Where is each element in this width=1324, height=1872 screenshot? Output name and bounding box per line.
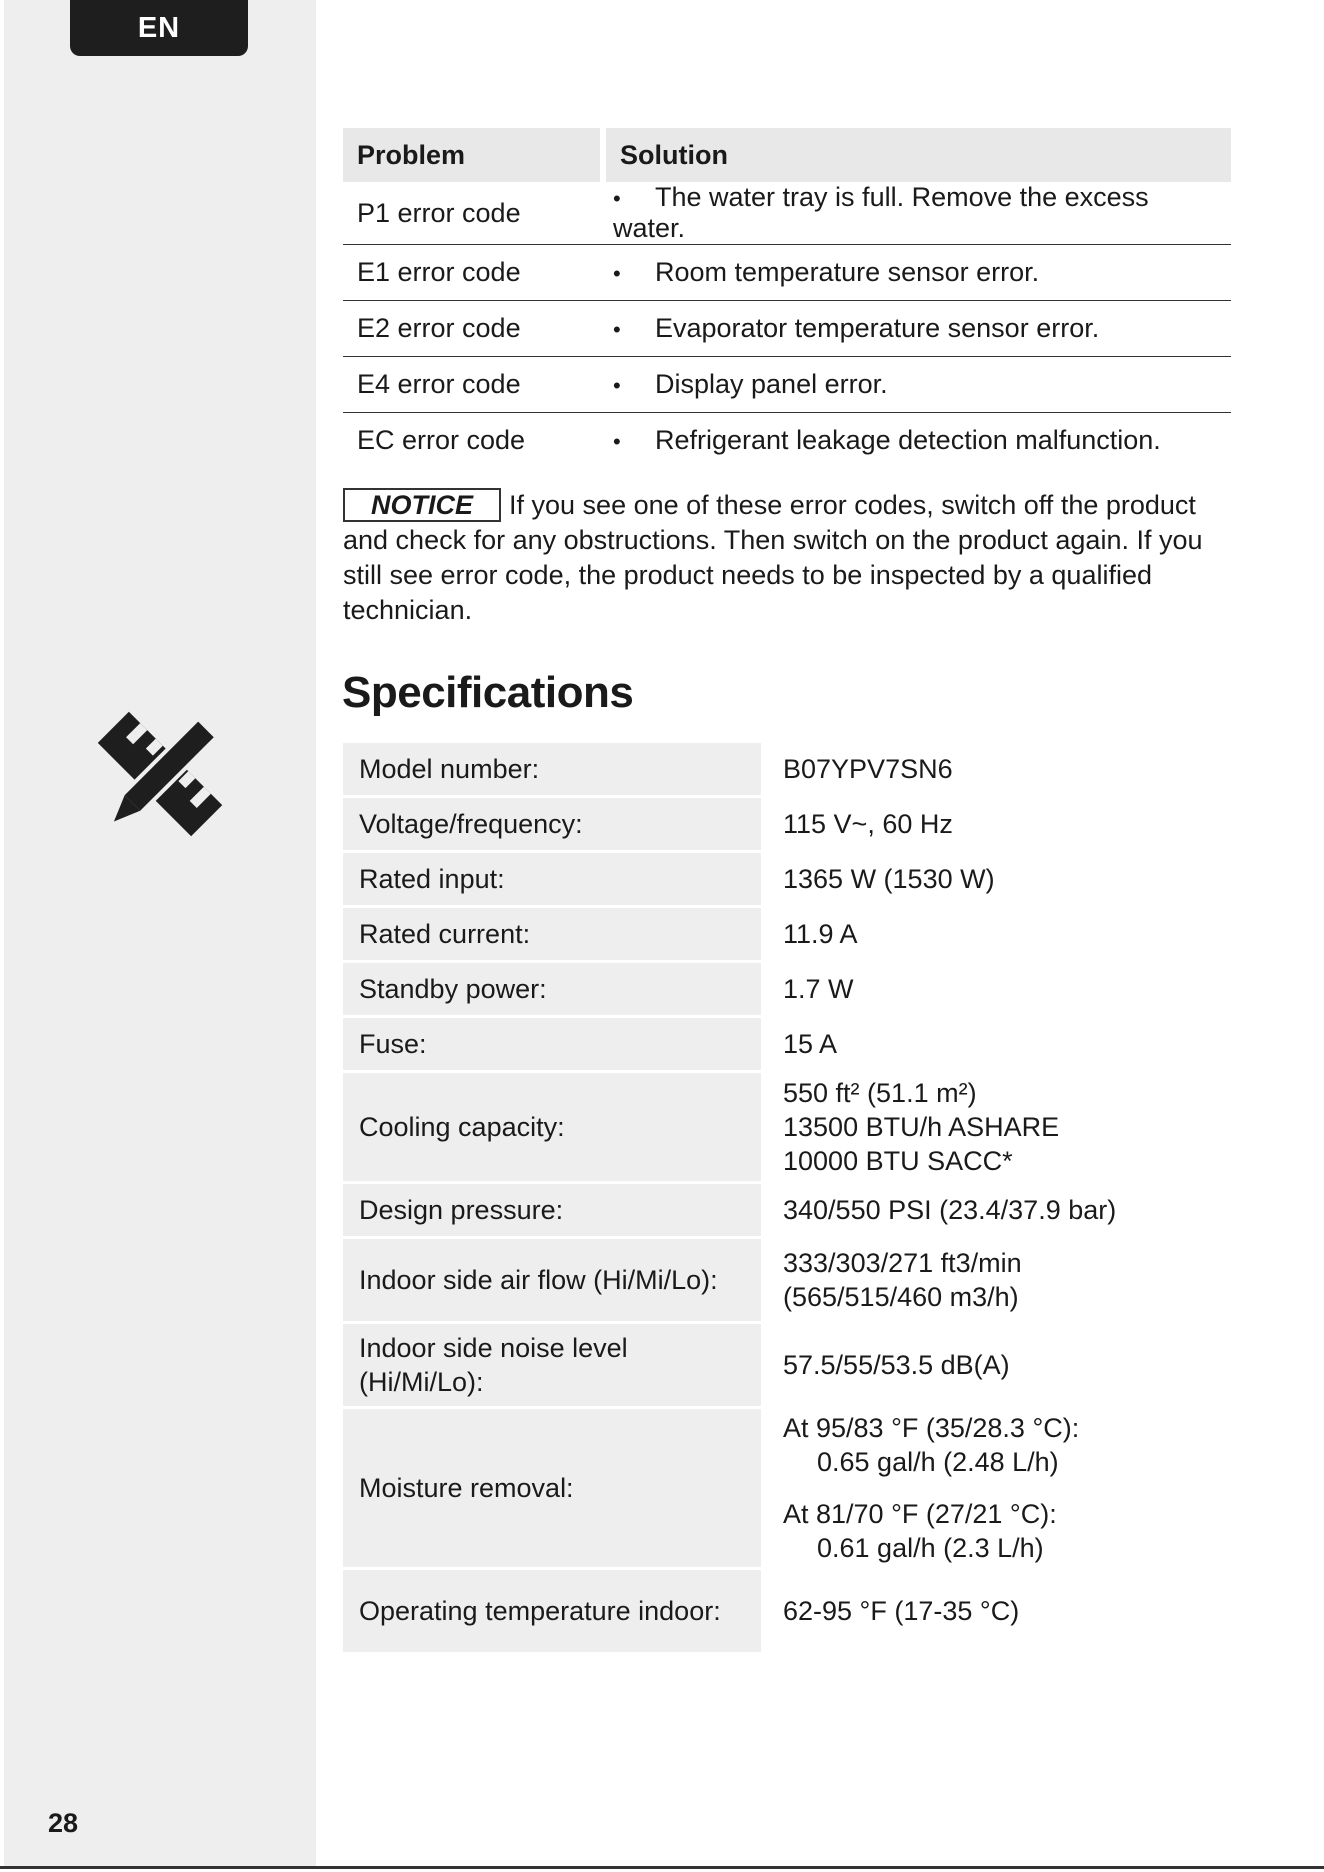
solution-cell	[603, 182, 1231, 245]
table-row	[343, 182, 1231, 245]
spec-label: Operating temperature indoor:	[343, 1570, 765, 1652]
spec-row	[343, 1239, 1163, 1321]
specifications-heading: Specifications	[342, 668, 634, 717]
spec-label: Model number:	[343, 743, 765, 795]
problem-cell: P1 error code	[343, 182, 603, 245]
spec-value-line: 0.65 gal/h (2.48 L/h)	[817, 1447, 1059, 1477]
problem-cell: EC error code	[357, 425, 526, 455]
spec-value-line: 115 V~, 60 Hz	[783, 809, 953, 839]
spec-value	[765, 798, 1163, 850]
solution-text: The water tray is full. Remove the excess water.	[613, 182, 1149, 243]
spec-row	[343, 1409, 1163, 1567]
problem-cell: E1 error code	[343, 245, 603, 301]
problem-cell: E4 error code	[343, 357, 603, 413]
spec-label: Design pressure:	[343, 1184, 765, 1236]
spec-value-line: 1.7 W	[783, 974, 854, 1004]
language-tab: EN	[70, 0, 248, 56]
spec-value-line: 13500 BTU/h ASHARE	[783, 1112, 1060, 1142]
troubleshooting-table	[343, 128, 1231, 468]
spec-label: Moisture removal:	[343, 1409, 765, 1567]
bottom-rule	[0, 1866, 1324, 1869]
spec-value	[765, 1184, 1163, 1236]
spec-value-line: 57.5/55/53.5 dB(A)	[783, 1350, 1010, 1380]
pencil-ruler-icon	[76, 690, 244, 858]
spec-value-line: 10000 BTU SACC*	[783, 1146, 1013, 1176]
spec-row	[343, 853, 1163, 905]
sidebar	[4, 0, 316, 1866]
spec-label: Rated input:	[343, 853, 765, 905]
spec-row	[343, 908, 1163, 960]
bullet-icon: •	[613, 373, 621, 398]
solution-header: Solution	[603, 128, 1231, 182]
spec-row	[343, 1073, 1163, 1181]
solution-text: Display panel error.	[655, 369, 888, 399]
spec-value	[765, 1409, 1163, 1567]
spec-label: Standby power:	[343, 963, 765, 1015]
spec-value	[765, 1018, 1163, 1070]
spec-label: Fuse:	[343, 1018, 765, 1070]
notice-text: If you see one of these error codes, switch off the product and check for any obstructions. Then switch on the product again. If you still see error code, the product needs to be inspected by a qualified technician.	[343, 490, 1203, 625]
spec-label: Indoor side noise level (Hi/Mi/Lo):	[343, 1324, 765, 1406]
problem-header: Problem	[343, 128, 603, 182]
spec-row	[343, 1324, 1163, 1406]
spec-row	[343, 1570, 1163, 1652]
spec-value	[765, 853, 1163, 905]
spec-row	[343, 1018, 1163, 1070]
table-row	[343, 413, 1231, 469]
spec-label: Rated current:	[343, 908, 765, 960]
solution-text: Refrigerant leakage detection malfunction.	[655, 425, 1161, 455]
spec-value-line: B07YPV7SN6	[783, 754, 953, 784]
solution-cell	[603, 245, 1231, 301]
spec-row	[343, 963, 1163, 1015]
bullet-icon: •	[613, 186, 621, 211]
spec-value	[765, 1570, 1163, 1652]
spec-value-line: At 81/70 °F (27/21 °C):	[783, 1499, 1057, 1529]
spec-row	[343, 743, 1163, 795]
spec-value-line: 340/550 PSI (23.4/37.9 bar)	[783, 1195, 1117, 1225]
spec-value	[765, 1324, 1163, 1406]
spec-value-line: 1365 W (1530 W)	[783, 864, 995, 894]
spec-value-line: 550 ft² (51.1 m²)	[783, 1078, 977, 1108]
problem-cell: E2 error code	[343, 301, 603, 357]
spec-value-line: 0.61 gal/h (2.3 L/h)	[817, 1533, 1044, 1563]
table-row	[343, 245, 1231, 301]
table-row	[343, 357, 1231, 413]
specifications-table	[343, 740, 1163, 1655]
spec-row	[343, 798, 1163, 850]
solution-cell	[603, 357, 1231, 413]
spec-value	[765, 908, 1163, 960]
solution-text: Evaporator temperature sensor error.	[655, 313, 1100, 343]
spec-value-line: 62-95 °F (17-35 °C)	[783, 1596, 1020, 1626]
spec-value-line: 333/303/271 ft3/min	[783, 1248, 1022, 1278]
spec-value-line: At 95/83 °F (35/28.3 °C):	[783, 1413, 1080, 1443]
page-number: 28	[48, 1808, 79, 1838]
solution-cell	[603, 301, 1231, 357]
bullet-icon: •	[613, 429, 621, 454]
spec-value	[765, 963, 1163, 1015]
spec-label: Voltage/frequency:	[343, 798, 765, 850]
solution-cell	[603, 413, 1231, 469]
notice-tag: NOTICE	[343, 488, 501, 522]
bullet-icon: •	[613, 261, 621, 286]
spec-value	[765, 743, 1163, 795]
spec-value	[765, 1073, 1163, 1181]
spec-label: Cooling capacity:	[343, 1073, 765, 1181]
spec-value	[765, 1239, 1163, 1321]
bullet-icon: •	[613, 317, 621, 342]
spec-value-line: 15 A	[783, 1029, 838, 1059]
spec-row	[343, 1184, 1163, 1236]
spec-label: Indoor side air flow (Hi/Mi/Lo):	[343, 1239, 765, 1321]
solution-text: Room temperature sensor error.	[655, 257, 1040, 287]
spec-value-line: (565/515/460 m3/h)	[783, 1282, 1019, 1312]
table-row	[343, 301, 1231, 357]
notice-paragraph	[343, 488, 1233, 628]
spec-value-line: 11.9 A	[783, 919, 858, 949]
